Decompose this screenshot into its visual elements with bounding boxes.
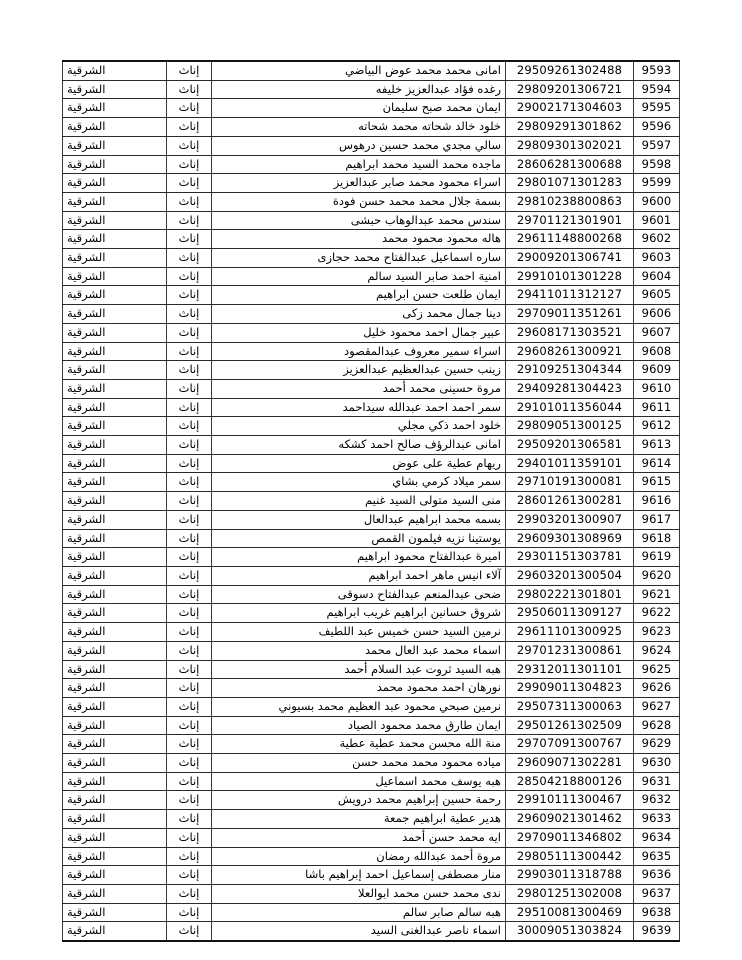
table-row [63,305,680,324]
table-row [63,529,680,548]
cell-governorate: الشرقية [63,155,167,174]
roster-table-container [63,60,680,942]
cell-governorate: الشرقية [63,828,167,847]
cell-governorate: الشرقية [63,80,167,99]
table-row [63,847,680,866]
cell-national-id: 28601261300281 [506,492,634,511]
cell-name: بسمه محمد ابراهيم عبدالعال [212,510,506,529]
cell-national-id: 29707091300767 [506,735,634,754]
cell-gender: إناث [167,772,212,791]
table-row [63,510,680,529]
cell-gender: إناث [167,323,212,342]
cell-national-id: 29701121301901 [506,211,634,230]
cell-governorate: الشرقية [63,379,167,398]
cell-gender: إناث [167,679,212,698]
cell-serial: 9635 [634,847,680,866]
cell-serial: 9608 [634,342,680,361]
cell-national-id: 29509261302488 [506,61,634,80]
cell-national-id: 29909011304823 [506,679,634,698]
table-row [63,548,680,567]
cell-governorate: الشرقية [63,623,167,642]
cell-gender: إناث [167,192,212,211]
cell-serial: 9613 [634,436,680,455]
cell-name: امانى عبدالرؤف صالح احمد كشكه [212,436,506,455]
cell-serial: 9618 [634,529,680,548]
cell-serial: 9612 [634,417,680,436]
cell-national-id: 29609021301462 [506,810,634,829]
cell-governorate: الشرقية [63,361,167,380]
table-row [63,492,680,511]
cell-serial: 9621 [634,585,680,604]
table-row [63,623,680,642]
cell-name: امنية احمد صابر السيد سالم [212,267,506,286]
cell-national-id: 29312011301101 [506,660,634,679]
cell-serial: 9616 [634,492,680,511]
cell-governorate: الشرقية [63,716,167,735]
cell-serial: 9622 [634,604,680,623]
cell-serial: 9626 [634,679,680,698]
cell-name: عبير جمال احمد محمود خليل [212,323,506,342]
table-row [63,267,680,286]
cell-serial: 9609 [634,361,680,380]
cell-governorate: الشرقية [63,192,167,211]
cell-governorate: الشرقية [63,791,167,810]
table-row [63,80,680,99]
cell-national-id: 29608261300921 [506,342,634,361]
cell-name: هبه يوسف محمد اسماعيل [212,772,506,791]
cell-governorate: الشرقية [63,492,167,511]
cell-name: ساره اسماعيل عبدالفتاح محمد حجازى [212,249,506,268]
table-row [63,155,680,174]
table-row [63,604,680,623]
cell-national-id: 29910101301228 [506,267,634,286]
table-row [63,192,680,211]
cell-gender: إناث [167,604,212,623]
cell-gender: إناث [167,118,212,137]
cell-governorate: الشرقية [63,417,167,436]
cell-serial: 9630 [634,754,680,773]
cell-governorate: الشرقية [63,230,167,249]
cell-serial: 9603 [634,249,680,268]
cell-governorate: الشرقية [63,473,167,492]
table-row [63,585,680,604]
cell-name: مروة أحمد عبدالله رمضان [212,847,506,866]
cell-name: ايمان محمد صبح سليمان [212,99,506,118]
cell-gender: إناث [167,305,212,324]
cell-governorate: الشرقية [63,436,167,455]
cell-name: ايه محمد حسن أحمد [212,828,506,847]
cell-national-id: 29903011318788 [506,866,634,885]
cell-name: هاله محمود محمود محمد [212,230,506,249]
cell-gender: إناث [167,417,212,436]
cell-serial: 9634 [634,828,680,847]
table-row [63,417,680,436]
cell-national-id: 29809201306721 [506,80,634,99]
cell-national-id: 29002171304603 [506,99,634,118]
cell-name: هبه السيد ثروت عبد السلام أحمد [212,660,506,679]
cell-gender: إناث [167,697,212,716]
table-row [63,230,680,249]
cell-gender: إناث [167,866,212,885]
cell-national-id: 29710191300081 [506,473,634,492]
cell-name: مياده محمود محمد محمد حسن [212,754,506,773]
table-row [63,566,680,585]
cell-governorate: الشرقية [63,922,167,941]
cell-governorate: الشرقية [63,136,167,155]
table-row [63,99,680,118]
table-row [63,211,680,230]
cell-name: دينا جمال محمد زكى [212,305,506,324]
cell-national-id: 29903201300907 [506,510,634,529]
cell-governorate: الشرقية [63,118,167,137]
cell-gender: إناث [167,641,212,660]
cell-name: هدير عطية ابراهيم جمعة [212,810,506,829]
cell-governorate: الشرقية [63,679,167,698]
cell-name: سالي مجدي محمد حسين درهوس [212,136,506,155]
cell-governorate: الشرقية [63,660,167,679]
cell-national-id: 29609301308969 [506,529,634,548]
cell-national-id: 29809291301862 [506,118,634,137]
table-row [63,436,680,455]
cell-serial: 9623 [634,623,680,642]
cell-governorate: الشرقية [63,99,167,118]
table-row [63,772,680,791]
cell-serial: 9638 [634,903,680,922]
cell-national-id: 29009201306741 [506,249,634,268]
cell-gender: إناث [167,492,212,511]
cell-serial: 9614 [634,454,680,473]
cell-name: سمر ميلاد كرمي بشاي [212,473,506,492]
cell-gender: إناث [167,136,212,155]
cell-name: امانى محمد محمد عوض البياضي [212,61,506,80]
cell-governorate: الشرقية [63,548,167,567]
cell-gender: إناث [167,754,212,773]
cell-name: مروة حسينى محمد أحمد [212,379,506,398]
cell-governorate: الشرقية [63,61,167,80]
cell-governorate: الشرقية [63,697,167,716]
cell-name: رغده فؤاد عبدالعزيز خليفه [212,80,506,99]
cell-serial: 9595 [634,99,680,118]
roster-table-body [63,61,680,941]
table-row [63,884,680,903]
cell-governorate: الشرقية [63,772,167,791]
cell-governorate: الشرقية [63,249,167,268]
cell-national-id: 29507311300063 [506,697,634,716]
cell-national-id: 29609071302281 [506,754,634,773]
cell-serial: 9629 [634,735,680,754]
cell-national-id: 29809051300125 [506,417,634,436]
cell-national-id: 29801071301283 [506,174,634,193]
cell-governorate: الشرقية [63,754,167,773]
cell-serial: 9601 [634,211,680,230]
cell-national-id: 29401011359101 [506,454,634,473]
cell-gender: إناث [167,342,212,361]
cell-national-id: 29910111300467 [506,791,634,810]
cell-name: خلود احمد ذكي مجلي [212,417,506,436]
table-row [63,398,680,417]
cell-gender: إناث [167,510,212,529]
cell-name: اسراء سمير معروف عبدالمقصود [212,342,506,361]
cell-governorate: الشرقية [63,305,167,324]
cell-gender: إناث [167,61,212,80]
table-row [63,249,680,268]
cell-national-id: 28504218800126 [506,772,634,791]
table-row [63,454,680,473]
table-row [63,791,680,810]
cell-gender: إناث [167,828,212,847]
cell-serial: 9637 [634,884,680,903]
cell-national-id: 29501261302509 [506,716,634,735]
cell-serial: 9599 [634,174,680,193]
cell-serial: 9593 [634,61,680,80]
cell-serial: 9594 [634,80,680,99]
cell-name: ايمان طارق محمد محمود الصياد [212,716,506,735]
cell-gender: إناث [167,529,212,548]
cell-gender: إناث [167,473,212,492]
cell-gender: إناث [167,903,212,922]
cell-governorate: الشرقية [63,286,167,305]
cell-governorate: الشرقية [63,810,167,829]
cell-serial: 9624 [634,641,680,660]
cell-name: سندس محمد عبدالوهاب حبشى [212,211,506,230]
cell-serial: 9615 [634,473,680,492]
cell-serial: 9617 [634,510,680,529]
table-row [63,174,680,193]
cell-national-id: 29809301302021 [506,136,634,155]
roster-table [62,60,680,942]
cell-serial: 9619 [634,548,680,567]
table-row [63,697,680,716]
cell-gender: إناث [167,230,212,249]
cell-gender: إناث [167,623,212,642]
cell-serial: 9633 [634,810,680,829]
cell-serial: 9606 [634,305,680,324]
cell-gender: إناث [167,585,212,604]
cell-name: زينب حسين عبدالعظيم عبدالعزيز [212,361,506,380]
cell-name: يوستينا نزيه فيلمون القمص [212,529,506,548]
cell-governorate: الشرقية [63,604,167,623]
cell-gender: إناث [167,735,212,754]
cell-gender: إناث [167,174,212,193]
cell-governorate: الشرقية [63,454,167,473]
cell-national-id: 29810238800863 [506,192,634,211]
table-row [63,323,680,342]
cell-gender: إناث [167,286,212,305]
cell-name: خلود خالد شحاته محمد شحاته [212,118,506,137]
cell-national-id: 29611148800268 [506,230,634,249]
cell-governorate: الشرقية [63,866,167,885]
table-row [63,922,680,941]
cell-national-id: 29805111300442 [506,847,634,866]
table-row [63,361,680,380]
cell-governorate: الشرقية [63,884,167,903]
cell-serial: 9625 [634,660,680,679]
cell-national-id: 29802221301801 [506,585,634,604]
cell-name: ريهام عطية على عوض [212,454,506,473]
cell-gender: إناث [167,566,212,585]
cell-governorate: الشرقية [63,735,167,754]
table-row [63,828,680,847]
cell-serial: 9632 [634,791,680,810]
cell-governorate: الشرقية [63,641,167,660]
table-row [63,679,680,698]
cell-gender: إناث [167,361,212,380]
cell-governorate: الشرقية [63,267,167,286]
cell-serial: 9600 [634,192,680,211]
cell-name: اسماء محمد عبد العال محمد [212,641,506,660]
cell-governorate: الشرقية [63,585,167,604]
cell-name: ماجده محمد السيد محمد ابراهيم [212,155,506,174]
cell-governorate: الشرقية [63,398,167,417]
cell-gender: إناث [167,548,212,567]
cell-serial: 9611 [634,398,680,417]
cell-serial: 9620 [634,566,680,585]
cell-name: نرمين السيد حسن خميس عبد اللطيف [212,623,506,642]
cell-national-id: 30009051303824 [506,922,634,941]
cell-national-id: 29301151303781 [506,548,634,567]
cell-serial: 9631 [634,772,680,791]
cell-name: بسمة جلال محمد محمد حسن فودة [212,192,506,211]
table-row [63,286,680,305]
cell-national-id: 29709011351261 [506,305,634,324]
cell-governorate: الشرقية [63,510,167,529]
cell-serial: 9602 [634,230,680,249]
cell-national-id: 29506011309127 [506,604,634,623]
cell-gender: إناث [167,80,212,99]
cell-name: آلاء انيس ماهر احمد ابراهيم [212,566,506,585]
cell-name: هبه سالم صابر سالم [212,903,506,922]
cell-name: رحمة حسين إبراهيم محمد درويش [212,791,506,810]
cell-name: نرمين صبحي محمود عبد العظيم محمد بسيوني [212,697,506,716]
cell-serial: 9604 [634,267,680,286]
table-row [63,735,680,754]
cell-serial: 9639 [634,922,680,941]
cell-gender: إناث [167,847,212,866]
cell-name: اسماء ناصر عبدالغنى السيد [212,922,506,941]
cell-name: منى السيد متولى السيد غنيم [212,492,506,511]
cell-governorate: الشرقية [63,903,167,922]
cell-national-id: 29701231300861 [506,641,634,660]
table-row [63,136,680,155]
table-row [63,118,680,137]
cell-governorate: الشرقية [63,847,167,866]
cell-name: ندى محمد حسن محمد ابوالعلا [212,884,506,903]
cell-name: ضحى عبدالمنعم عبدالفتاح دسوقى [212,585,506,604]
table-row [63,903,680,922]
cell-national-id: 29709011346802 [506,828,634,847]
cell-governorate: الشرقية [63,342,167,361]
cell-serial: 9598 [634,155,680,174]
cell-gender: إناث [167,398,212,417]
cell-governorate: الشرقية [63,174,167,193]
cell-serial: 9607 [634,323,680,342]
cell-gender: إناث [167,716,212,735]
cell-gender: إناث [167,810,212,829]
cell-serial: 9605 [634,286,680,305]
cell-gender: إناث [167,155,212,174]
cell-gender: إناث [167,211,212,230]
cell-gender: إناث [167,249,212,268]
table-row [63,61,680,80]
cell-name: سمر احمد احمد عبدالله سيداحمد [212,398,506,417]
table-row [63,810,680,829]
table-row [63,660,680,679]
cell-national-id: 29611101300925 [506,623,634,642]
cell-gender: إناث [167,660,212,679]
cell-serial: 9627 [634,697,680,716]
table-row [63,641,680,660]
cell-serial: 9636 [634,866,680,885]
cell-serial: 9596 [634,118,680,137]
cell-national-id: 29101011356044 [506,398,634,417]
cell-national-id: 29608171303521 [506,323,634,342]
cell-name: ايمان طلعت حسن ابراهيم [212,286,506,305]
cell-serial: 9610 [634,379,680,398]
cell-name: نورهان احمد محمود محمد [212,679,506,698]
cell-gender: إناث [167,436,212,455]
cell-national-id: 29603201300504 [506,566,634,585]
cell-gender: إناث [167,99,212,118]
cell-national-id: 29109251304344 [506,361,634,380]
cell-gender: إناث [167,922,212,941]
table-row [63,716,680,735]
cell-governorate: الشرقية [63,529,167,548]
cell-national-id: 29510081300469 [506,903,634,922]
table-row [63,473,680,492]
table-row [63,754,680,773]
cell-name: منة الله محسن محمد عطية عطية [212,735,506,754]
table-row [63,342,680,361]
cell-name: اميرة عبدالفتاح محمود ابراهيم [212,548,506,567]
cell-gender: إناث [167,267,212,286]
cell-governorate: الشرقية [63,566,167,585]
cell-name: شروق حسانين ابراهيم غريب ابراهيم [212,604,506,623]
cell-national-id: 29801251302008 [506,884,634,903]
cell-national-id: 29509201306581 [506,436,634,455]
table-row [63,866,680,885]
table-row [63,379,680,398]
cell-gender: إناث [167,884,212,903]
cell-serial: 9597 [634,136,680,155]
cell-governorate: الشرقية [63,323,167,342]
cell-national-id: 29411011312127 [506,286,634,305]
cell-gender: إناث [167,791,212,810]
cell-serial: 9628 [634,716,680,735]
cell-gender: إناث [167,454,212,473]
cell-name: اسراء محمود محمد صابر عبدالعزيز [212,174,506,193]
cell-national-id: 28606281300688 [506,155,634,174]
cell-national-id: 29409281304423 [506,379,634,398]
cell-governorate: الشرقية [63,211,167,230]
cell-gender: إناث [167,379,212,398]
cell-name: منار مصطفى إسماعيل احمد إبراهيم باشا [212,866,506,885]
